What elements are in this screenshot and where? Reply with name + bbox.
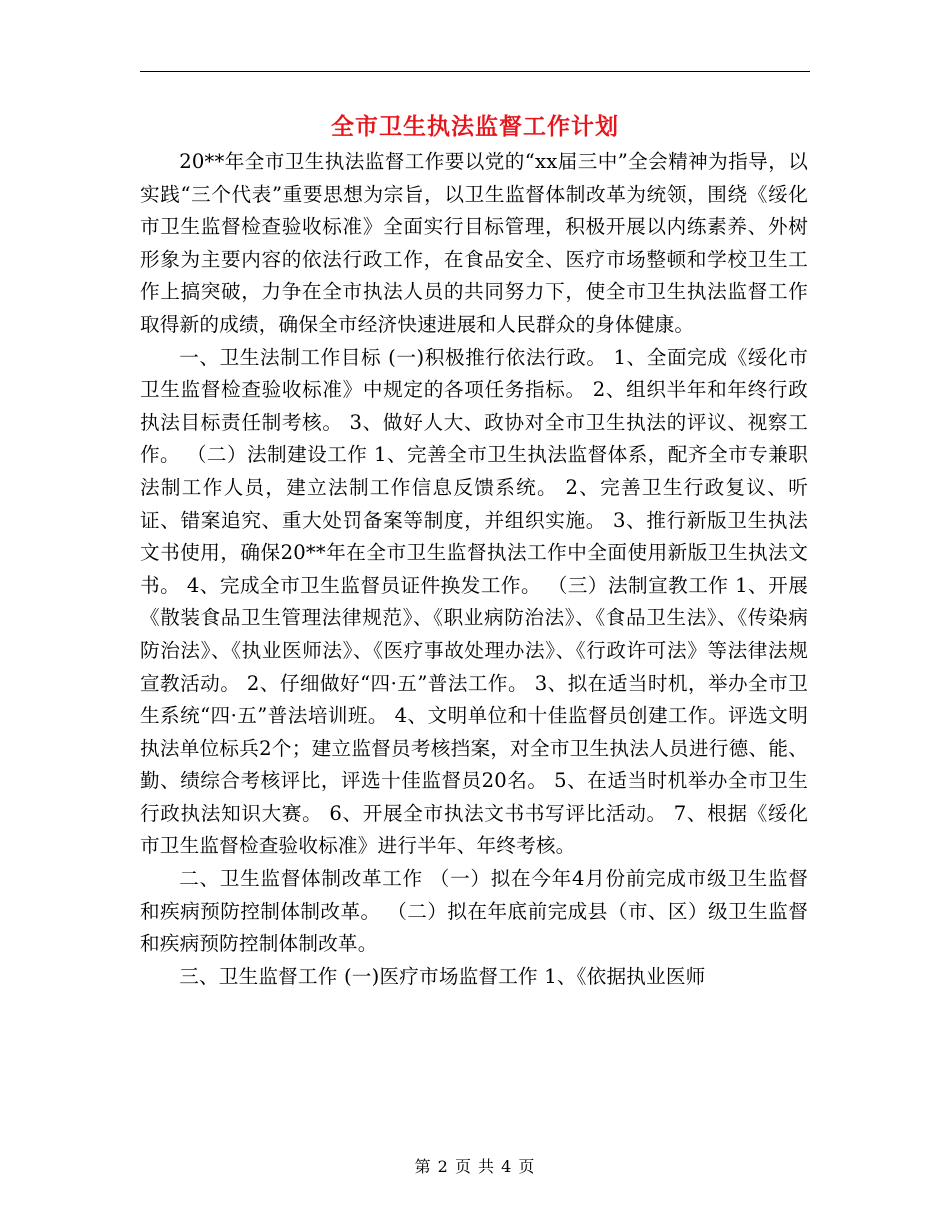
page-number-footer: 第 2 页 共 4 页 (414, 1157, 536, 1176)
header-rule (140, 71, 810, 72)
paragraph-section-3: 三、卫生监督工作 (一)医疗市场监督工作 1、《依据执业医师 (179, 964, 706, 988)
document-title: 全市卫生执法监督工作计划 (331, 114, 619, 140)
paragraph-section-1: 一、卫生法制工作目标 (一)积极推行依法行政。 1、全面完成《绥化市卫生监督检查验收标准》中规定的各项任务指标。 2、组织半年和年终行政执法目标责任制考核。 3、做好人大、政协对全市卫生执法的评议、视察工作。 （二）法制建设工作 1、完善全市卫生执法监督体系，配齐全市专兼职法制工作人员，建立法制工作信息反馈系统。 2、完善卫生行政复议、听证、错案追究、重大处罚备案等制度，并组织实施。 3、推行新版卫生执法文书使用，确保20**年在全市卫生监督执法工作中全面使用新版卫生执法文书。 4、完成全市卫生监督员证件换发工作。 （三）法制宣教工作 1、开展《散装食品卫生管理法律规范》、《职业病防治法》、《食品卫生法》、《传染病防治法》、《执业医师法》、《医疗事故处理办法》、《行政许可法》等法律法规宣教活动。 2、仔细做好“四·五”普法工作。 3、拟在适当时机，举办全市卫生系统“四·五”普法培训班。 4、文明单位和十佳监督员创建工作。评选文明执法单位标兵2个；建立监督员考核挡案，对全市卫生执法人员进行德、能、勤、绩综合考核评比，评选十佳监督员20名。 5、在适当时机举办全市卫生行政执法知识大赛。 6、开展全市执法文书书写评比活动。 7、根据《绥化市卫生监督检查验收标准》进行半年、年终考核。 (140, 345, 808, 858)
paragraph-intro: 20**年全市卫生执法监督工作要以党的“xx届三中”全会精神为指导，以实践“三个代表”重要思想为宗旨，以卫生监督体制改革为统领，围绕《绥化市卫生监督检查验收标准》全面实行目标管理，积极开展以内练素养、外树形象为主要内容的依法行政工作，在食品安全、医疗市场整顿和学校卫生工作上搞突破，力争在全市执法人员的共同努力下，使全市卫生执法监督工作取得新的成绩，确保全市经济快速进展和人民群众的身体健康。 (140, 150, 808, 336)
document-body (140, 146, 808, 993)
paragraph-section-2: 二、卫生监督体制改革工作 （一）拟在今年4月份前完成市级卫生监督和疾病预防控制体制改革。 （二）拟在年底前完成县（市、区）级卫生监督和疾病预防控制体制改革。 (140, 867, 808, 956)
